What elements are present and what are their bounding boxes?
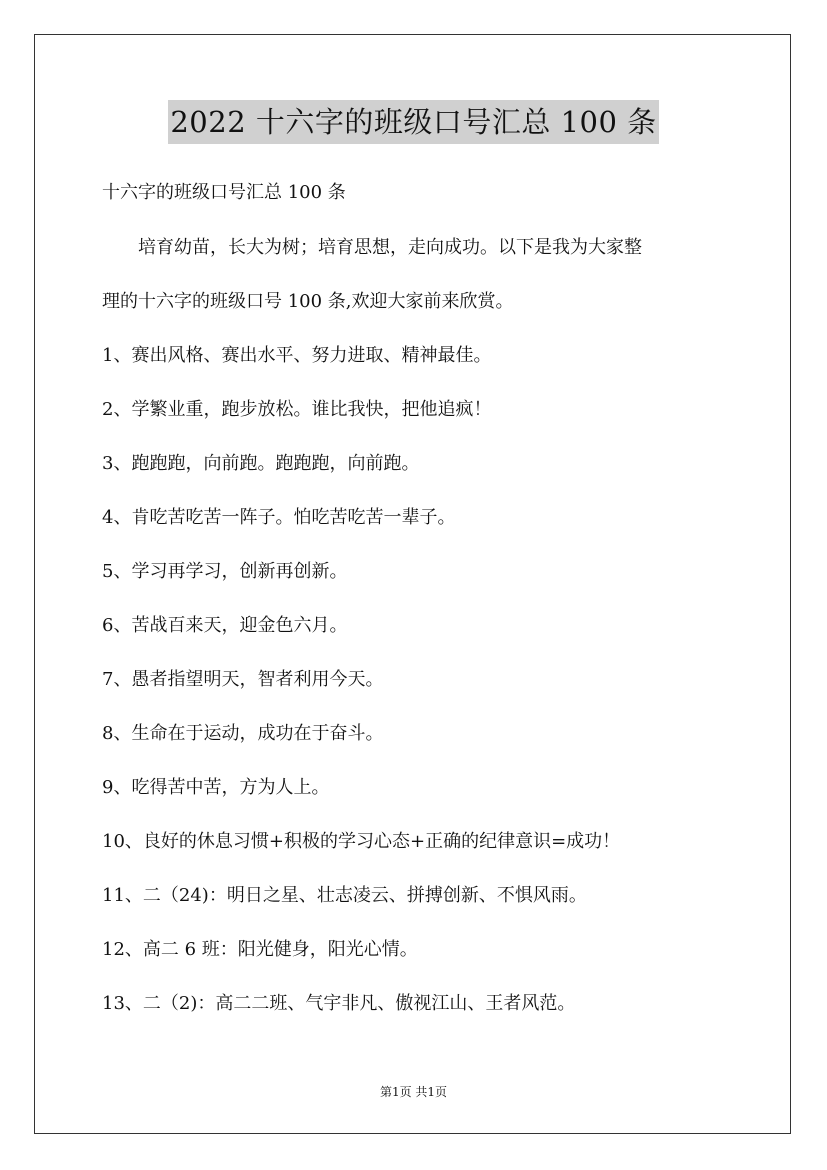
title-container — [0, 100, 827, 144]
document-title: 2022 十六字的班级口号汇总 100 条 — [168, 100, 658, 144]
intro-line-1: 培育幼苗，长大为树；培育思想，走向成功。以下是我为大家整 — [138, 237, 642, 258]
list-item: 13、二（2)：高二二班、气宇非凡、傲视江山、王者风范。 — [102, 993, 576, 1014]
intro-line-2: 理的十六字的班级口号 100 条,欢迎大家前来欣赏。 — [102, 291, 514, 312]
list-item: 4、肯吃苦吃苦一阵子。怕吃苦吃苦一辈子。 — [102, 507, 456, 528]
list-item: 9、吃得苦中苦，方为人上。 — [102, 777, 330, 798]
list-item: 3、跑跑跑，向前跑。跑跑跑，向前跑。 — [102, 453, 420, 474]
list-item: 5、学习再学习，创新再创新。 — [102, 561, 348, 582]
list-item: 2、学繁业重，跑步放松。谁比我快，把他追疯！ — [102, 399, 492, 420]
list-item: 10、良好的休息习惯+积极的学习心态+正确的纪律意识=成功！ — [102, 831, 621, 852]
list-item: 6、苦战百来天，迎金色六月。 — [102, 615, 348, 636]
page-footer: 第1页 共1页 — [379, 1085, 448, 1099]
list-item: 1、赛出风格、赛出水平、努力进取、精神最佳。 — [102, 345, 492, 366]
document-subtitle: 十六字的班级口号汇总 100 条 — [102, 182, 346, 203]
list-item: 11、二（24)：明日之星、壮志凌云、拼搏创新、不惧风雨。 — [102, 885, 587, 906]
list-item: 8、生命在于运动，成功在于奋斗。 — [102, 723, 384, 744]
list-item: 12、高二 6 班：阳光健身，阳光心情。 — [102, 939, 418, 960]
list-item: 7、愚者指望明天，智者利用今天。 — [102, 669, 384, 690]
